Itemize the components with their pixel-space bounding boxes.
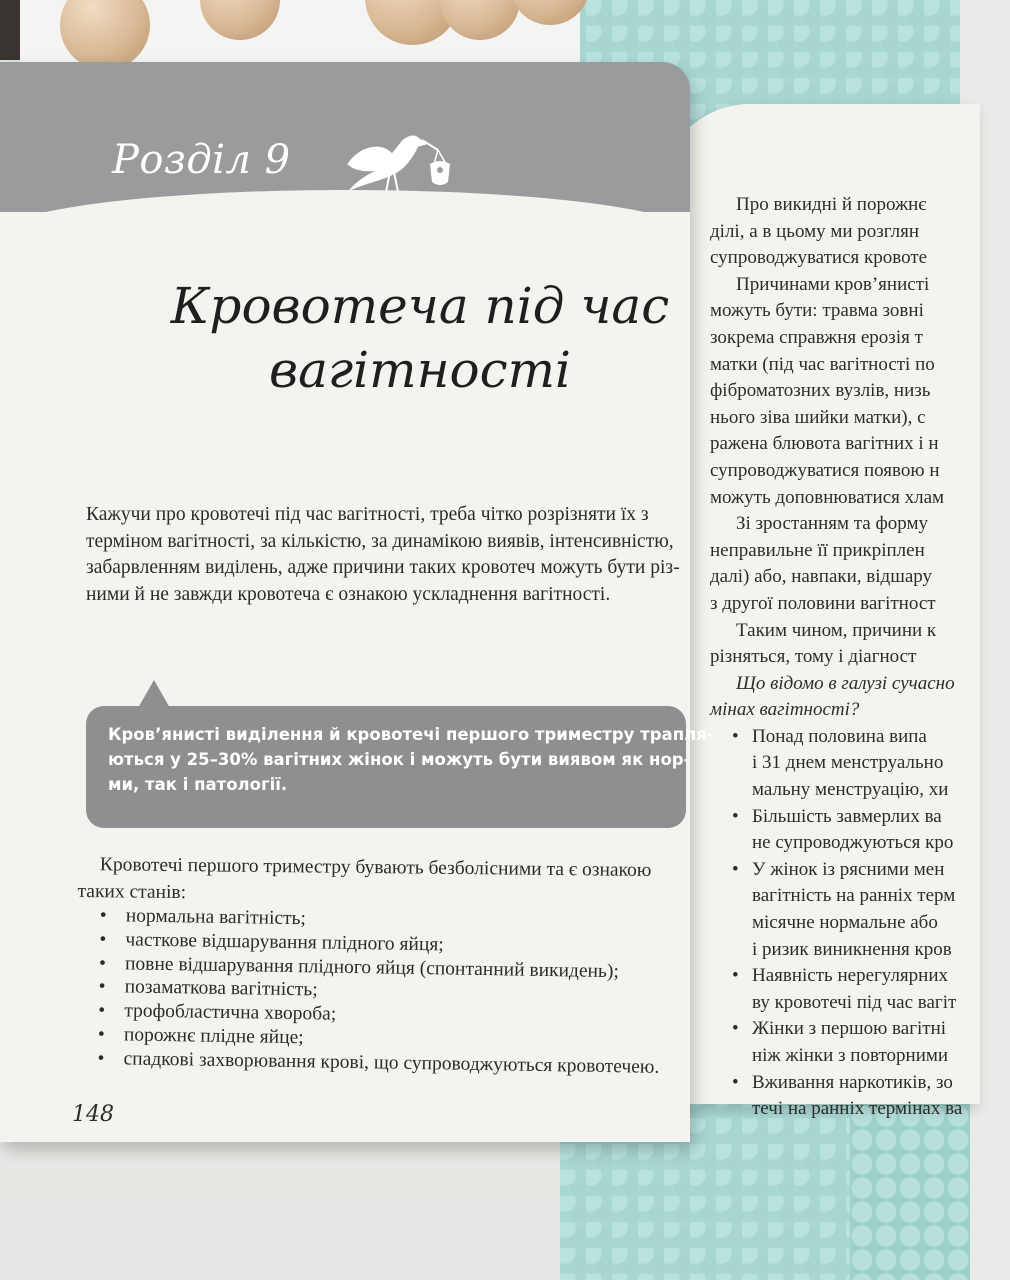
right-page-line: вагітність на ранніх терм: [752, 885, 956, 907]
stork-with-bundle-icon: [330, 124, 460, 214]
right-page-line: матки (під час вагітності по: [710, 353, 935, 375]
right-page-line: зокрема справжня ерозія т: [710, 326, 923, 348]
right-page-line: неправильне її прикріплен: [710, 539, 925, 561]
right-page-line: різняться, тому і діагност: [710, 646, 917, 668]
right-page-line: можуть бути: травма зовні: [710, 300, 924, 322]
right-page-line: Що відомо в галузі сучасно: [736, 672, 955, 694]
right-page-line: • Більшість завмерлих ва: [710, 804, 1010, 831]
right-page-line: мальну менструацію, хи: [752, 779, 949, 801]
chapter-title-line: Кровотеча під час: [170, 277, 670, 335]
right-page-line: місячне нормальне або: [752, 912, 938, 934]
right-page-line: не супроводжуються кро: [752, 832, 954, 854]
chapter-label: Розділ 9: [112, 137, 291, 183]
text-line: таких станів:: [77, 880, 187, 903]
right-page-line: фіброматозних вузлів, низь: [710, 380, 931, 402]
text-line: Кровотечі першого триместру бувають безболісними та є ознакою: [99, 854, 652, 882]
right-page-line: • Наявність нерегулярних: [710, 963, 1010, 990]
list-item: • позаматкова вагітність;: [99, 975, 699, 1008]
list-item: • повне відшарування плідного яйця (спонтанний викидень);: [99, 952, 699, 985]
right-page-line: нього зіва шийки матки), с: [710, 406, 926, 428]
right-page-line: супроводжуватися появою н: [710, 459, 940, 481]
right-page-line: і 31 днем менструально: [752, 752, 944, 774]
right-page-line: можуть доповнюватися хлам: [710, 486, 945, 508]
right-page-line: Про викидні й порожнє: [736, 194, 927, 215]
right-page-line: • Жінки з першою вагітні: [710, 1016, 1010, 1043]
intro-paragraph: [86, 502, 726, 608]
conditions-list: [97, 904, 700, 1080]
right-page-text: [710, 192, 1010, 1123]
right-page-line: Таким чином, причини к: [736, 619, 937, 641]
right-page-line: з другої половини вагітност: [710, 592, 936, 614]
callout-box: [86, 706, 714, 828]
right-page-line: ражена блювота вагітних і н: [710, 433, 939, 455]
text-line: забарвленням виділень, адже причини таких кровотеч можуть бути різ-: [86, 557, 680, 578]
callout-line: ються у 25–30% вагітних жінок і можуть бути виявом як нор-: [108, 750, 691, 769]
right-page-line: • Понад половина випа: [710, 724, 1010, 751]
right-page-line: ніж жінки з повторними: [752, 1045, 949, 1066]
chapter-title: [100, 274, 740, 402]
right-page-line: Причинами кров’янисті: [736, 273, 930, 295]
right-page-line: супроводжуватися кровоте: [710, 247, 928, 269]
right-page-line: ву кровотечі під час вагіт: [752, 991, 957, 1013]
right-page-line: далі) або, навпаки, відшару: [710, 566, 933, 588]
right-page-line: мінах вагітності?: [710, 699, 860, 721]
list-item: • порожнє плідне яйце;: [98, 1023, 698, 1056]
list-item: • часткове відшарування плідного яйця;: [99, 928, 699, 961]
left-book-page: [0, 62, 714, 1142]
list-item: • нормальна вагітність;: [100, 904, 700, 937]
page-number: 148: [72, 1102, 114, 1127]
right-page-line: течі на ранніх термінах ва: [752, 1098, 963, 1120]
callout-pointer: [138, 680, 170, 708]
list-item: • спадкові захворювання крові, що супроводжуються кровотечею.: [97, 1047, 697, 1080]
text-line: терміном вагітності, за кількістю, за динамікою виявів, інтенсивністю,: [86, 530, 674, 552]
right-page-line: ділі, а в цьому ми розглян: [710, 220, 920, 242]
list-item: • трофобластична хвороба;: [98, 999, 698, 1032]
right-page-line: і ризик виникнення кров: [752, 938, 952, 960]
chapter-title-line: вагітності: [268, 341, 572, 399]
text-line: ними й не завжди кровотеча є ознакою ускладнення вагітності.: [86, 583, 611, 605]
callout-line: ми, так і патології.: [108, 775, 288, 794]
right-page-line: • У жінок із рясними мен: [710, 857, 1010, 884]
callout-line: Кров’янисті виділення й кровотечі першого триместру трапля-: [108, 725, 714, 744]
text-line: Кажучи про кровотечі під час вагітності, треба чітко розрізняти їх з: [86, 504, 649, 525]
right-page-line: • Вживання наркотиків, зо: [710, 1070, 1010, 1097]
right-page-line: Зі зростанням та форму: [736, 513, 929, 535]
trimester-paragraph: [77, 852, 718, 912]
